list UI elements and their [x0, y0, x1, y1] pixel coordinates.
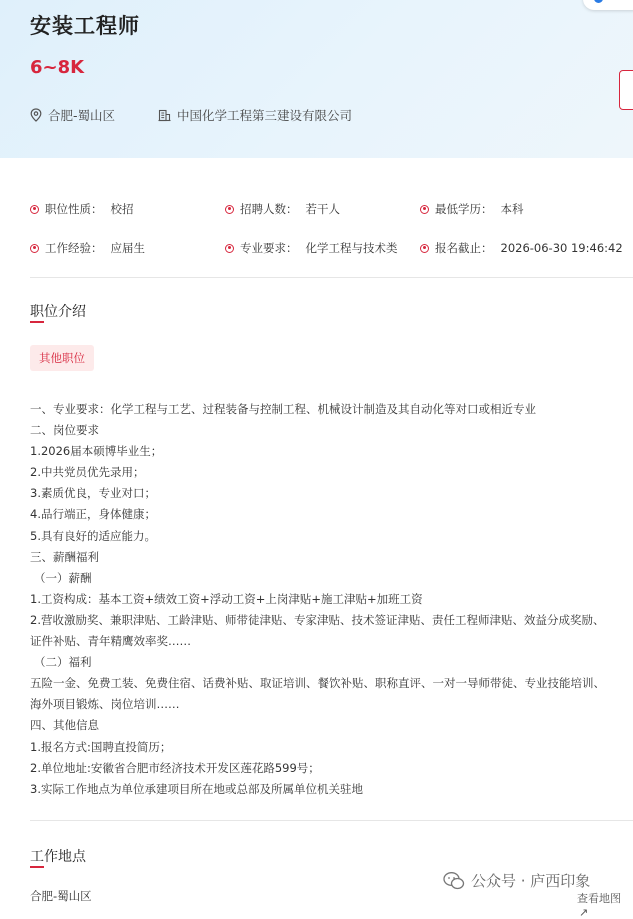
desc-line: 1.工资构成：基本工资+绩效工资+浮动工资+上岗津贴+施工津贴+加班工资 [30, 591, 423, 606]
info-value: 化学工程与技术类 [305, 241, 398, 255]
info-deadline [420, 240, 623, 256]
desc-line: 1.2026届本硕博毕业生； [30, 444, 163, 459]
section-divider [30, 277, 633, 278]
info-value: 应届生 [110, 241, 145, 255]
desc-line: 四、其他信息 [30, 718, 99, 733]
view-map-label: 查看地图 [577, 892, 621, 905]
desc-line: 3.实际工作地点为单位承建项目所在地或总部及所属单位机关驻地 [30, 781, 363, 796]
workplace-title-underline [30, 866, 44, 868]
status-dot-icon [594, 0, 603, 3]
watermark-text: 公众号 · 庐西印象 [471, 872, 591, 890]
job-location-text: 合肥-蜀山区 [48, 108, 116, 123]
desc-line: （二）福利 [34, 655, 92, 670]
intro-section-title: 职位介绍 [30, 304, 86, 320]
info-label: 招聘人数： [240, 202, 298, 216]
info-value: 校招 [110, 202, 134, 216]
info-dot-icon [225, 244, 234, 253]
info-education [420, 201, 524, 217]
info-dot-icon [30, 244, 39, 253]
workplace-address: 合肥-蜀山区 [30, 889, 92, 903]
info-value: 2026-06-30 19:46:42 [500, 241, 623, 255]
info-dot-icon [225, 205, 234, 214]
wechat-icon [443, 871, 465, 891]
info-job-type [30, 201, 134, 217]
top-pill-badge[interactable] [583, 0, 633, 10]
desc-line: 4.品行端正，身体健康； [30, 507, 156, 522]
location-pin-icon [30, 108, 42, 122]
desc-line: 2.单位地址:安徽省合肥市经济技术开发区莲花路599号； [30, 760, 320, 775]
info-label: 报名截止： [435, 241, 493, 255]
info-label: 最低学历： [435, 202, 493, 216]
info-major [225, 240, 398, 256]
building-icon [158, 109, 171, 122]
section-divider [30, 820, 633, 821]
desc-line: 3.素质优良，专业对口； [30, 486, 156, 501]
side-action-button[interactable] [619, 70, 633, 110]
job-company[interactable] [158, 106, 352, 124]
job-salary: 6~8K [30, 57, 85, 78]
job-location [30, 106, 115, 124]
job-header [0, 0, 633, 158]
info-value: 若干人 [305, 202, 340, 216]
watermark [443, 870, 590, 891]
desc-line: 5.具有良好的适应能力。 [30, 528, 156, 543]
view-map-link[interactable] [577, 890, 633, 919]
job-company-name: 中国化学工程第三建设有限公司 [177, 108, 353, 123]
job-description [30, 399, 630, 800]
workplace-section-title: 工作地点 [30, 849, 86, 865]
job-title: 安装工程师 [30, 14, 140, 38]
desc-line: 海外项目锻炼、岗位培训…… [30, 697, 180, 712]
desc-line: 一、专业要求：化学工程与工艺、过程装备与控制工程、机械设计制造及其自动化等对口或相近专业 [30, 402, 536, 416]
info-dot-icon [30, 205, 39, 214]
desc-line: 2.中共党员优先录用； [30, 465, 145, 480]
desc-line: 2.营收激励奖、兼职津贴、工龄津贴、师带徒津贴、专家津贴、技术签证津贴、责任工程师津贴、效益分成奖励、 [30, 612, 605, 627]
info-label: 工作经验： [45, 241, 103, 255]
desc-line: （一）薪酬 [34, 570, 92, 585]
desc-line: 1.报名方式:国聘直投简历； [30, 739, 172, 754]
desc-line: 二、岗位要求 [30, 423, 99, 438]
info-dot-icon [420, 205, 429, 214]
info-label: 专业要求： [240, 241, 298, 255]
job-category-tag: 其他职位 [30, 345, 94, 371]
info-experience [30, 240, 145, 256]
info-dot-icon [420, 244, 429, 253]
info-label: 职位性质： [45, 202, 103, 216]
desc-line: 五险一金、免费工装、免费住宿、话费补贴、取证培训、餐饮补贴、职称直评、一对一导师带徒、专业技能培训、 [30, 676, 605, 691]
chevron-up-icon: ↗ [579, 906, 589, 919]
intro-title-underline [30, 321, 44, 323]
info-headcount [225, 201, 340, 217]
desc-line: 三、薪酬福利 [30, 549, 99, 564]
info-value: 本科 [500, 202, 524, 216]
desc-line: 证件补贴、青年精鹰效率奖…… [30, 634, 191, 649]
